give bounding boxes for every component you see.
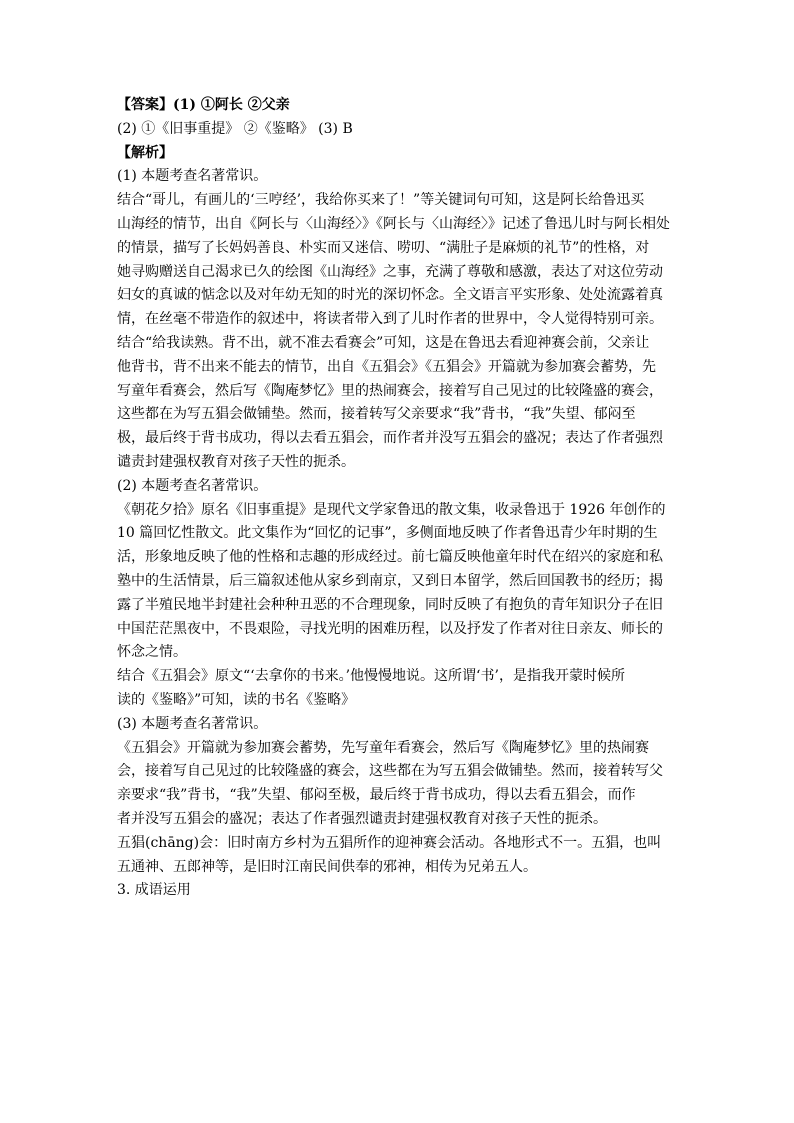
- answer-line-2: (2) ①《旧事重提》 ②《鉴略》 (3) B: [117, 120, 353, 137]
- text-line: 中国茫茫黑夜中，不畏艰险，寻找光明的困难历程，以及抒发了作者对往日亲友、师长的: [117, 620, 663, 637]
- text-line: 10 篇回忆性散文。此文集作为“回忆的记事”，多侧面地反映了作者鲁迅青少年时期的生: [117, 525, 658, 542]
- text-line: (3) 本题考查名著常识。: [117, 715, 268, 732]
- text-line: 读的《鉴略》”可知，读的书名《鉴略》: [117, 691, 356, 708]
- text-line: 她寻购赠送自己渴求已久的绘图《山海经》之事，充满了尊敬和感激，表达了对这位劳动: [117, 263, 663, 280]
- text-line: 会，接着写自己见过的比较隆盛的赛会，这些都在为写五猖会做铺垫。然而，接着转写父: [117, 763, 663, 780]
- text-line: 五通神、五郎神等，是旧时江南民间供奉的邪神，相传为兄弟五人。: [117, 858, 537, 875]
- text-line: (2) 本题考查名著常识。: [117, 477, 268, 494]
- text-line: 他背书，背不出来不能去的情节，出自《五猖会》《五猖会》开篇就为参加赛会蓄势，先: [117, 358, 656, 375]
- text-line: 五猖(chāng)会：旧时南方乡村为五猖所作的迎神赛会活动。各地形式不一。五猖，也叫: [117, 834, 662, 851]
- text-line: 亲要求“我”背书，“我”失望、郁闷至极，最后终于背书成功，得以去看五猖会，而作: [117, 787, 636, 804]
- text-line: 结合“给我读熟。背不出，就不准去看赛会”可知，这是在鲁迅去看迎神赛会前，父亲让: [117, 334, 650, 351]
- text-line: 山海经的情节，出自《阿长与〈山海经〉》《阿长与〈山海经〉》记述了鲁迅儿时与阿长相处: [117, 215, 670, 232]
- text-line: 结合“哥儿，有画儿的‘三哼经’，我给你买来了！”等关键词句可知，这是阿长给鲁迅买: [117, 192, 645, 209]
- answer-heading-line: 【答案】(1) ①阿长 ②父亲: [117, 97, 290, 113]
- text-line: 《朝花夕拾》原名《旧事重提》是现代文学家鲁迅的散文集，收录鲁迅于 1926 年创作的: [117, 501, 666, 518]
- text-line: 情，在丝毫不带造作的叙述中，将读者带入到了儿时作者的世界中，令人觉得特别可亲。: [117, 311, 663, 328]
- answer-analysis-text: [117, 94, 677, 903]
- text-line: 谴责封建强权教育对孩子天性的扼杀。: [117, 453, 355, 470]
- text-line: 《五猖会》开篇就为参加赛会蓄势，先写童年看赛会，然后写《陶庵梦忆》里的热闹赛: [117, 739, 649, 756]
- text-line: (1) 本题考查名著常识。: [117, 168, 268, 185]
- text-line: 露了半殖民地半封建社会种种丑恶的不合理现象，同时反映了有抱负的青年知识分子在旧: [117, 596, 663, 613]
- text-line: 塾中的生活情景，后三篇叙述他从家乡到南京，又到日本留学，然后回国教书的经历；揭: [117, 572, 663, 589]
- text-line: 妇女的真诚的惦念以及对年幼无知的时光的深切怀念。全文语言平实形象、处处流露着真: [117, 287, 663, 304]
- text-line: 怀念之情。: [117, 644, 187, 661]
- section-heading: 3. 成语运用: [117, 882, 191, 899]
- text-line: 的情景，描写了长妈妈善良、朴实而又迷信、唠叨、“满肚子是麻烦的礼节”的性格，对: [117, 239, 650, 256]
- text-line: 这些都在为写五猖会做铺垫。然而，接着转写父亲要求“我”背书，“我”失望、郁闷至: [117, 406, 636, 423]
- text-line: 者并没写五猖会的盛况；表达了作者强烈谴责封建强权教育对孩子天性的扼杀。: [117, 810, 607, 827]
- text-line: 极，最后终于背书成功，得以去看五猖会，而作者并没写五猖会的盛况；表达了作者强烈: [117, 430, 663, 447]
- text-line: 活，形象地反映了他的性格和志趣的形成经过。前七篇反映他童年时代在绍兴的家庭和私: [117, 549, 663, 566]
- analysis-heading: 【解析】: [117, 144, 173, 161]
- text-line: 写童年看赛会，然后写《陶庵梦忆》里的热闹赛会，接着写自己见过的比较隆盛的赛会，: [117, 382, 663, 399]
- text-line: 结合《五猖会》原文“‘去拿你的书来。’他慢慢地说。这所谓‘书’，是指我开蒙时候所: [117, 668, 625, 685]
